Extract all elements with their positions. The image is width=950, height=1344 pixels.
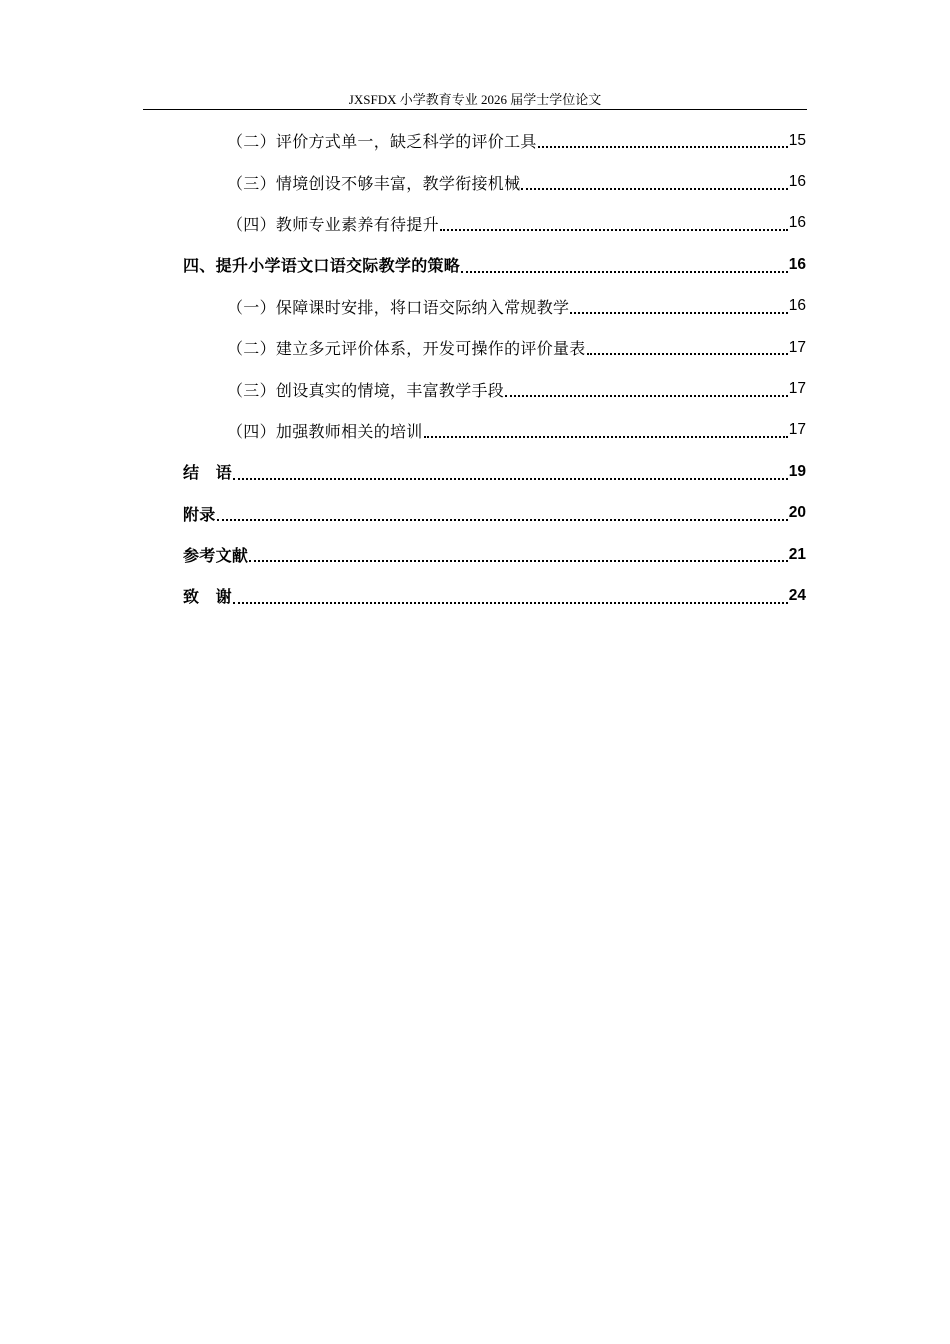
- toc-entry[interactable]: [183, 203, 806, 244]
- toc-entry-page: 17: [788, 421, 806, 439]
- toc-entry-page: 16: [788, 255, 806, 273]
- header-rule: [143, 109, 807, 110]
- toc-entry-title: 参考文献: [183, 546, 249, 566]
- toc-entry-title: （一）保障课时安排，将口语交际纳入常规教学: [227, 297, 570, 317]
- toc-entry-title: （二）建立多元评价体系，开发可操作的评价量表: [227, 339, 586, 359]
- toc-entry-page: 21: [788, 545, 806, 563]
- toc-entry-title: 附录: [183, 504, 216, 524]
- dot-leader: [461, 270, 788, 273]
- toc-entry[interactable]: [183, 451, 806, 492]
- dot-leader: [233, 601, 788, 604]
- dot-leader: [440, 228, 788, 231]
- toc-entry-title: （四）教师专业素养有待提升: [227, 214, 439, 234]
- toc-entry[interactable]: [183, 161, 806, 202]
- toc-entry[interactable]: [183, 534, 806, 575]
- toc-entry-page: 15: [788, 131, 806, 149]
- dot-leader: [249, 559, 788, 562]
- toc-entry-title: 结 语: [183, 463, 232, 483]
- toc-entry[interactable]: [183, 368, 806, 409]
- dot-leader: [505, 394, 788, 397]
- toc-entry-page: 16: [788, 297, 806, 315]
- dot-leader: [521, 187, 787, 190]
- toc-entry-title: （四）加强教师相关的培训: [227, 421, 423, 441]
- table-of-contents: [183, 120, 806, 617]
- toc-entry-page: 17: [788, 338, 806, 356]
- toc-entry[interactable]: [183, 493, 806, 534]
- toc-entry-page: 20: [788, 504, 806, 522]
- toc-entry-title: （三）情境创设不够丰富，教学衔接机械: [227, 173, 521, 193]
- toc-entry[interactable]: [183, 410, 806, 451]
- dot-leader: [538, 145, 788, 148]
- toc-entry-page: 19: [788, 462, 806, 480]
- dot-leader: [587, 352, 788, 355]
- dot-leader: [217, 518, 788, 521]
- toc-entry-page: 24: [788, 586, 806, 604]
- toc-entry[interactable]: [183, 120, 806, 161]
- toc-entry-page: 17: [788, 380, 806, 398]
- toc-entry[interactable]: [183, 286, 806, 327]
- toc-entry-page: 16: [788, 173, 806, 191]
- toc-entry[interactable]: [183, 575, 806, 616]
- toc-entry-page: 16: [788, 214, 806, 232]
- toc-entry[interactable]: [183, 327, 806, 368]
- dot-leader: [233, 477, 788, 480]
- toc-entry-title: 致 谢: [183, 587, 232, 607]
- page-header: JXSFDX 小学教育专业 2026 届学士学位论文: [348, 92, 602, 107]
- toc-entry-title: （二）评价方式单一，缺乏科学的评价工具: [227, 132, 537, 152]
- toc-entry-title: （三）创设真实的情境，丰富教学手段: [227, 380, 505, 400]
- toc-entry[interactable]: [183, 244, 806, 285]
- toc-entry-title: 四、提升小学语文口语交际教学的策略: [183, 256, 461, 276]
- dot-leader: [570, 311, 787, 314]
- dot-leader: [424, 435, 788, 438]
